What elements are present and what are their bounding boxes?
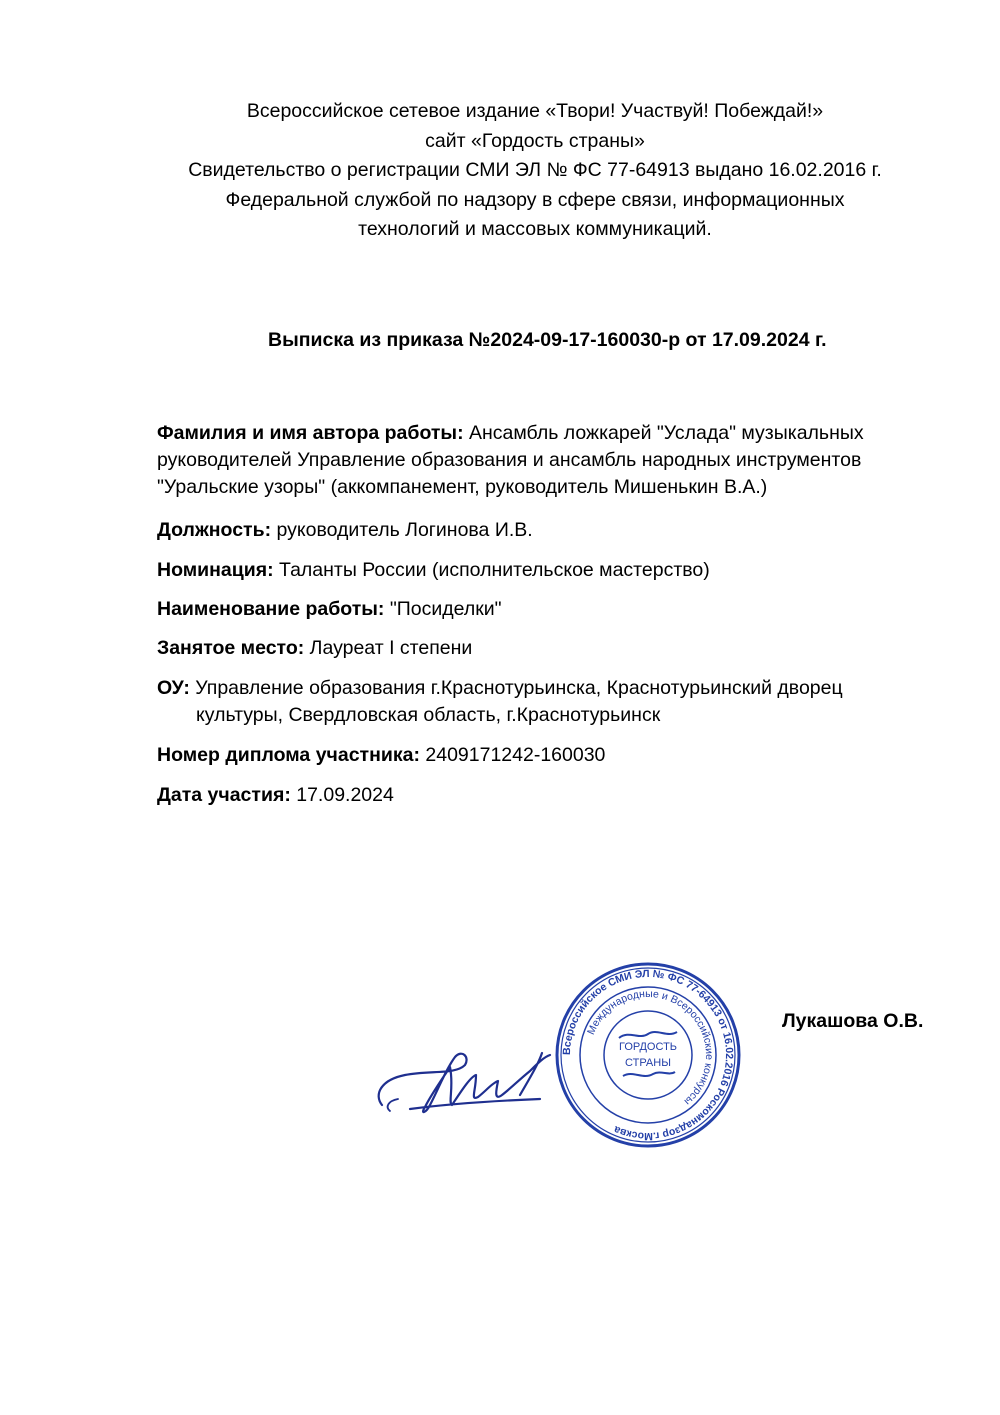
field-work-title bbox=[157, 596, 502, 623]
field-place-value: Лауреат I степени bbox=[304, 637, 473, 659]
field-place-label: Занятое место: bbox=[157, 637, 305, 659]
field-position-value: руководитель Логинова И.В. bbox=[271, 519, 533, 541]
header-line-site: сайт «Гордость страны» bbox=[425, 129, 645, 152]
field-diploma-label: Номер диплома участника: bbox=[157, 744, 420, 766]
field-nomination-label: Номинация: bbox=[157, 559, 274, 581]
field-org-value-line2: культуры, Свердловская область, г.Краснотурьинск bbox=[196, 704, 661, 726]
stamp-outer-text: Всероссийское СМИ ЭЛ № ФС 77-64913 от 16.02.2016 Роскомнадзор г.Москва bbox=[560, 967, 736, 1143]
field-participation-date bbox=[157, 782, 394, 809]
header-line-authority: Федеральной службой по надзору в сфере связи, информационных bbox=[225, 188, 845, 211]
field-position bbox=[157, 517, 533, 544]
publisher-header bbox=[100, 97, 970, 245]
stamp-center-line2: СТРАНЫ bbox=[625, 1057, 671, 1069]
header-line-registration: Свидетельство о регистрации СМИ ЭЛ № ФС 77-64913 выдано 16.02.2016 г. bbox=[188, 159, 882, 181]
field-diploma-number bbox=[157, 742, 605, 769]
field-date-value: 17.09.2024 bbox=[290, 784, 394, 806]
round-stamp bbox=[553, 960, 743, 1150]
field-author-label: Фамилия и имя автора работы: bbox=[157, 422, 464, 444]
header-line-publication: Всероссийское сетевое издание «Твори! Участвуй! Побеждай!» bbox=[246, 100, 824, 122]
field-author-value: Ансамбль ложкарей "Услада" музыкальных руководителей Управление образования и ансамбль народных инструментов "Уральские узоры" (аккомпанемент, руководитель Мишенькин В.А.) bbox=[157, 422, 864, 498]
field-work-value: "Посиделки" bbox=[384, 598, 502, 620]
field-diploma-value: 2409171242-160030 bbox=[419, 744, 606, 766]
field-place bbox=[157, 635, 472, 662]
order-title: Выписка из приказа №2024-09-17-160030-р от 17.09.2024 г. bbox=[268, 329, 827, 351]
field-org-label: ОУ: bbox=[157, 677, 190, 699]
field-organization bbox=[157, 675, 957, 729]
field-nomination bbox=[157, 557, 710, 584]
stamp-center-line1: ГОРДОСТЬ bbox=[618, 1041, 678, 1053]
stamp-inner-text: Международные и Всероссийские конкурсы bbox=[585, 987, 716, 1108]
field-org-value-line1: Управление образования г.Краснотурьинска, Краснотурьинский дворец bbox=[189, 677, 843, 699]
field-date-label: Дата участия: bbox=[157, 784, 291, 806]
handwritten-signature bbox=[370, 1035, 570, 1125]
field-nomination-value: Таланты России (исполнительское мастерство) bbox=[273, 559, 710, 581]
field-author bbox=[157, 420, 957, 501]
field-work-label: Наименование работы: bbox=[157, 598, 385, 620]
signer-name: Лукашова О.В. bbox=[782, 1010, 924, 1032]
field-position-label: Должность: bbox=[157, 519, 272, 541]
header-line-authority-cont: технологий и массовых коммуникаций. bbox=[358, 218, 712, 240]
